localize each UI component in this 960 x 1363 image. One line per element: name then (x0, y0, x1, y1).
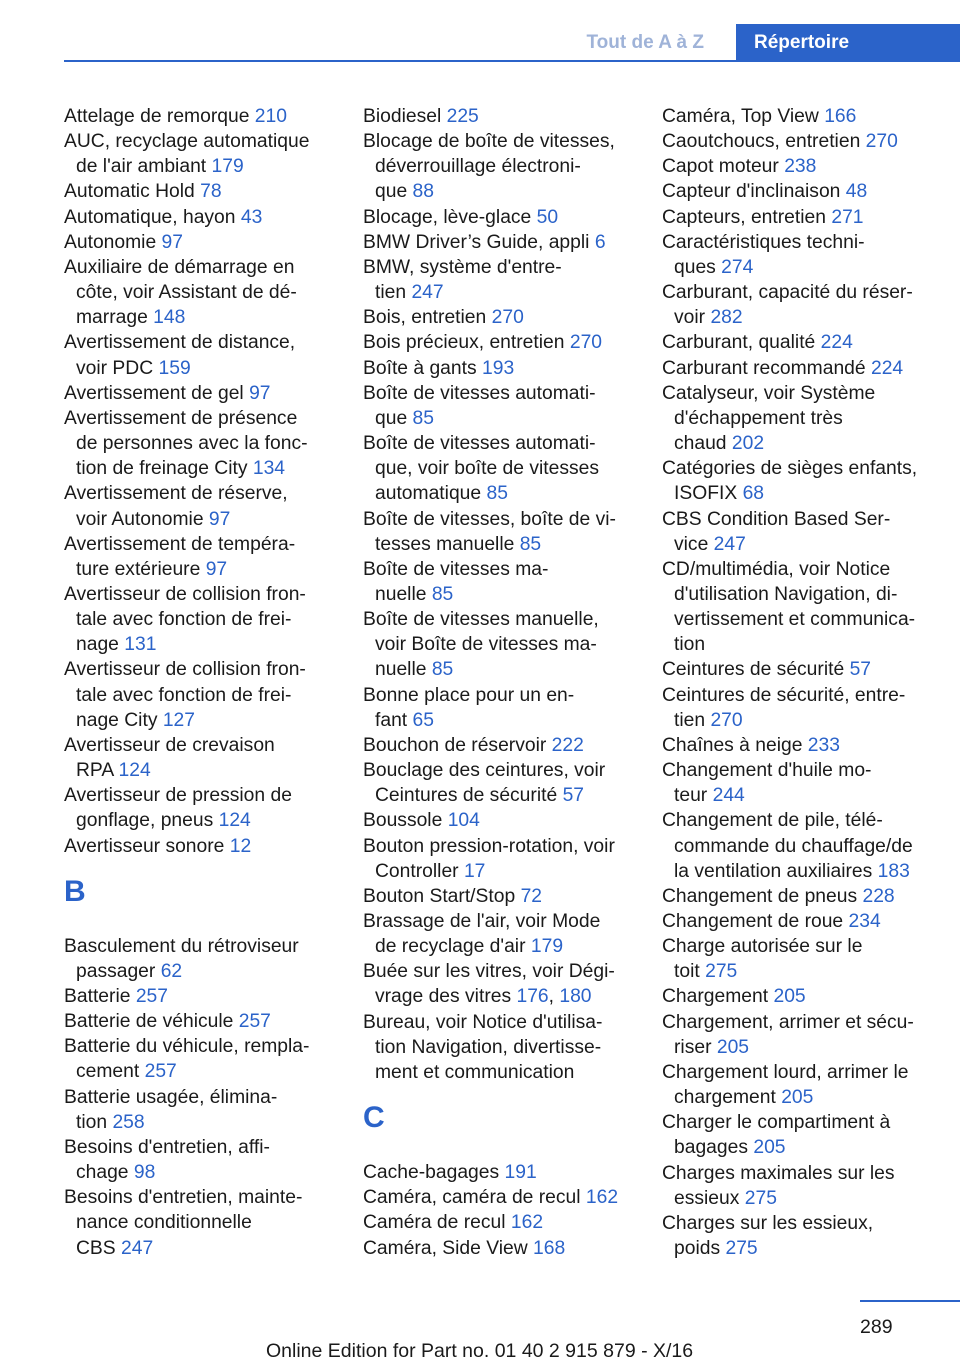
entry-text: d'utilisation Navigation, di- (674, 583, 898, 605)
index-entry (363, 205, 631, 230)
entry-text: tien (375, 282, 407, 304)
page-link[interactable]: 176 (516, 986, 549, 1008)
page-link[interactable]: 275 (725, 1238, 758, 1260)
index-entry (64, 205, 332, 230)
index-entry (662, 381, 932, 456)
index-entry (662, 758, 932, 808)
page-link[interactable]: 282 (710, 307, 743, 329)
edition-note: Online Edition for Part no. 01 40 2 915 879 - X/16 (266, 1340, 694, 1362)
page-link[interactable]: 275 (744, 1187, 777, 1209)
index-entry (363, 909, 631, 959)
page-link[interactable]: 78 (200, 181, 222, 203)
page-link[interactable]: 224 (820, 332, 853, 354)
entry-text: BMW Driver’s Guide, appli (363, 231, 590, 253)
index-entry (363, 1236, 631, 1261)
index-entry (662, 104, 932, 129)
page-link[interactable]: 104 (447, 810, 480, 832)
index-entry (363, 834, 631, 884)
index-entry (662, 179, 932, 204)
entry-text: Boîte de vitesses manuelle, (363, 609, 599, 631)
page-link[interactable]: 168 (533, 1237, 566, 1259)
index-entry (662, 280, 932, 330)
page-link[interactable]: 202 (731, 433, 765, 455)
index-entry (363, 733, 631, 758)
index-entry (662, 205, 932, 230)
entry-text: ques (674, 256, 716, 278)
entry-text: Automatic Hold (64, 181, 195, 203)
entry-text: Avertisseur de crevaison (64, 734, 275, 756)
entry-text: Ceintures de sécurité (375, 785, 558, 807)
page-link[interactable]: 228 (862, 885, 895, 907)
page-link[interactable]: 65 (412, 709, 434, 731)
entry-text: fant (375, 709, 408, 731)
page-link[interactable]: 72 (520, 885, 543, 907)
index-entry (662, 1211, 932, 1261)
page-link[interactable]: 258 (112, 1111, 145, 1133)
entry-text: cement (76, 1061, 140, 1083)
index-entry (363, 808, 631, 833)
page-link[interactable]: 205 (781, 1087, 814, 1109)
index-entry (662, 1161, 932, 1211)
index-entry (64, 1034, 332, 1084)
index-entry (363, 1210, 631, 1235)
entry-text: Ceintures de sécurité (662, 659, 845, 681)
entry-text: Batterie usagée, élimina- (64, 1086, 278, 1108)
entry-text: voir Boîte de vitesses ma- (375, 634, 597, 656)
page-link[interactable]: 127 (162, 709, 195, 731)
entry-text: Biodiesel (363, 106, 442, 127)
page-link[interactable]: 247 (713, 533, 746, 555)
page-link[interactable]: 257 (135, 986, 168, 1007)
entry-text: AUC, recyclage automatique (64, 131, 310, 153)
entry-text: Charges maximales sur les (662, 1162, 895, 1184)
index-entry (64, 984, 332, 1009)
page-link[interactable]: 124 (118, 760, 151, 782)
header-rule (64, 60, 960, 62)
entry-text: que (375, 181, 408, 203)
entry-text: côte, voir Assistant de dé- (76, 282, 297, 304)
entry-text: Boîte de vitesses ma- (363, 558, 549, 580)
entry-text: nuelle (375, 583, 427, 605)
page-link[interactable]: 6 (594, 231, 606, 253)
index-entry (662, 154, 932, 179)
index-entry (363, 104, 631, 129)
entry-text: Buée sur les vitres, voir Dégi- (363, 961, 615, 983)
index-entry (662, 657, 932, 682)
index-entry (662, 733, 932, 758)
index-entry (64, 934, 332, 984)
entry-text: Batterie (64, 986, 131, 1007)
entry-text: gonflage, pneus (76, 810, 214, 832)
index-entry (662, 129, 932, 154)
page-link[interactable]: 17 (463, 860, 486, 882)
entry-text: voir (674, 307, 706, 329)
entry-text: Boîte de vitesses automati- (363, 382, 596, 404)
entry-text: de recyclage d'air (375, 936, 526, 958)
entry-text: Chargement lourd, arrimer le (662, 1061, 909, 1083)
page-link[interactable]: 270 (569, 332, 603, 354)
index-entry (64, 406, 332, 481)
entry-text: Brassage de l'air, voir Mode (363, 911, 601, 932)
page-link[interactable]: 234 (848, 911, 881, 932)
index-entry (662, 808, 932, 883)
page-link[interactable]: 205 (753, 1137, 786, 1159)
entry-text: Cache-bagages (363, 1162, 500, 1184)
entry-text: BMW, système d'entre- (363, 256, 562, 278)
page-link[interactable]: 85 (431, 659, 454, 681)
entry-text: Carburant recommandé (662, 357, 866, 379)
entry-text: Avertissement de tempéra- (64, 533, 296, 555)
entry-text: Caméra de recul (363, 1212, 506, 1234)
index-entry: Buée sur les vitres, voir Dégi- vrage des vitres 176, 180 (363, 961, 615, 1008)
index-entry (662, 1060, 932, 1110)
page-link[interactable]: 271 (831, 206, 864, 228)
entry-text: chaud (674, 433, 727, 455)
page-header (64, 24, 960, 62)
entry-text: de personnes avec la fonc- (76, 433, 308, 455)
entry-text: vrage des vitres (375, 986, 512, 1008)
index-entry (363, 557, 631, 607)
page-link[interactable]: 97 (208, 508, 231, 530)
entry-text: CD/multimédia, voir Notice (662, 558, 891, 580)
page-link[interactable]: 131 (124, 634, 157, 656)
page-link[interactable]: 257 (144, 1061, 177, 1083)
entry-text: toit (674, 961, 700, 983)
index-entry (662, 934, 932, 984)
page-link[interactable]: 162 (510, 1212, 544, 1234)
index-entry (363, 607, 631, 682)
entry-text: Caméra, caméra de recul (363, 1187, 581, 1209)
index-entry (363, 356, 631, 381)
entry-text: chargement (674, 1087, 776, 1109)
entry-text: nage (76, 634, 119, 656)
entry-text: tion de freinage City (76, 458, 248, 480)
entry-text: poids (674, 1238, 721, 1260)
page-link[interactable]: 270 (491, 307, 524, 329)
entry-text: Bouclage des ceintures, voir (363, 760, 606, 782)
entry-text: Avertissement de réserve, (64, 483, 288, 505)
page-link[interactable]: 148 (153, 307, 186, 329)
entry-text: Chargement (662, 986, 769, 1008)
index-entry (363, 683, 631, 733)
index-column-3 (662, 104, 932, 1261)
entry-text: chage (76, 1162, 129, 1184)
index-entry (64, 582, 332, 657)
footer-rule (860, 1300, 960, 1302)
page-link[interactable]: 247 (121, 1237, 154, 1259)
entry-text: vice (674, 533, 709, 555)
page-link[interactable]: 98 (133, 1162, 156, 1184)
entry-text: Avertissement de distance, (64, 332, 296, 354)
entry-text: Carburant, qualité (662, 332, 816, 354)
page-link[interactable]: 62 (160, 960, 183, 982)
entry-text: Charges sur les essieux, (662, 1212, 874, 1234)
entry-text: tesses manuelle (375, 533, 515, 555)
entry-text: Bureau, voir Notice d'utilisa- (363, 1011, 603, 1033)
entry-text: Bois, entretien (363, 307, 487, 329)
page-link[interactable]: 68 (742, 483, 765, 505)
page-link[interactable]: 225 (446, 106, 479, 127)
entry-text: ISOFIX (674, 483, 738, 505)
tab-a-to-z[interactable]: Tout de A à Z (586, 32, 704, 53)
index-entry (662, 330, 932, 355)
entry-text: Besoins d'entretien, mainte- (64, 1187, 303, 1209)
entry-text: Changement d'huile mo- (662, 760, 872, 782)
index-entry (64, 381, 332, 406)
page-link[interactable]: 134 (252, 458, 286, 480)
page-link[interactable]: 162 (585, 1187, 619, 1209)
entry-text: Besoins d'entretien, affi- (64, 1136, 270, 1158)
tab-index[interactable]: Répertoire (736, 24, 960, 62)
entry-text: tion (76, 1111, 108, 1133)
page-link[interactable]: 97 (161, 231, 183, 253)
entry-text: voir Autonomie (76, 508, 204, 530)
page-number: 289 (860, 1316, 893, 1338)
page-link[interactable]: 233 (807, 734, 840, 756)
entry-text: Boîte de vitesses, boîte de vi- (363, 508, 616, 530)
entry-text: Automatique, hayon (64, 206, 236, 228)
index-entry (662, 683, 932, 733)
index-entry (363, 330, 631, 355)
index-entry (363, 255, 631, 305)
entry-text: Blocage de boîte de vitesses, (363, 131, 615, 153)
entry-text: Avertisseur de collision fron- (64, 659, 306, 681)
entry-text: Capot moteur (662, 156, 779, 178)
section-letter: B (64, 874, 86, 908)
entry-text: Changement de pile, télé- (662, 810, 883, 832)
entry-text: Batterie de véhicule (64, 1011, 234, 1033)
entry-text: Attelage de remorque (64, 106, 250, 127)
entry-text: RPA (76, 760, 114, 782)
index-entry (64, 330, 332, 380)
entry-text: tion Navigation, divertisse- (375, 1036, 602, 1058)
index-entry (662, 456, 932, 506)
entry-text: marrage (76, 307, 148, 329)
entry-text: d'échappement très (674, 407, 843, 429)
entry-text: tien (674, 709, 706, 731)
index-entry (363, 305, 631, 330)
entry-text: Bouton Start/Stop (363, 885, 516, 907)
page-link[interactable]: 270 (710, 709, 743, 731)
entry-text: Bonne place pour un en- (363, 684, 575, 706)
index-entry (662, 1110, 932, 1160)
index-entry (662, 984, 932, 1009)
section-letter: C (363, 1101, 385, 1135)
entry-text: Boussole (363, 810, 443, 832)
page-link[interactable]: 191 (504, 1162, 537, 1184)
entry-text: que (375, 407, 408, 429)
page-link[interactable]: 166 (824, 106, 857, 127)
page-link[interactable]: 12 (229, 835, 252, 857)
page-link[interactable]: 97 (205, 558, 228, 580)
entry-text: Caoutchoucs, entretien (662, 131, 861, 153)
entry-text: bagages (674, 1137, 748, 1159)
page-link[interactable]: 210 (254, 106, 287, 127)
entry-text: tale avec fonction de frei- (76, 684, 292, 706)
entry-text: essieux (674, 1187, 740, 1209)
entry-text: Chaînes à neige (662, 734, 803, 756)
index-entry (363, 884, 631, 909)
entry-text: Carburant, capacité du réser- (662, 282, 913, 304)
page-link[interactable]: 50 (536, 206, 559, 228)
page-link[interactable]: 88 (412, 181, 434, 203)
entry-text: déverrouillage électroni- (375, 156, 581, 178)
entry-text: Changement de roue (662, 911, 844, 932)
entry-text: automatique (375, 483, 482, 505)
index-entry (64, 783, 332, 833)
entry-text: Charger le compartiment à (662, 1112, 891, 1134)
entry-text: nuelle (375, 659, 427, 681)
page-link[interactable]: 85 (519, 533, 542, 555)
entry-text: Chargement, arrimer et sécu- (662, 1011, 914, 1033)
index-entry (64, 532, 332, 582)
page-link[interactable]: 124 (218, 810, 251, 832)
index-column-2 (363, 104, 631, 1261)
index-entry (662, 557, 932, 658)
entry-text: Boîte à gants (363, 357, 477, 379)
entry-text: Boîte de vitesses automati- (363, 433, 596, 455)
entry-text: riser (674, 1036, 712, 1058)
page-link[interactable]: 274 (721, 256, 754, 278)
page-link[interactable]: 179 (530, 936, 564, 958)
page-link[interactable]: 270 (865, 131, 898, 153)
page-link[interactable]: 179 (211, 156, 244, 178)
index-entry (662, 1010, 932, 1060)
entry-text: Avertisseur sonore (64, 835, 225, 857)
entry-text: Avertissement de gel (64, 382, 244, 404)
page-link[interactable]: 247 (411, 282, 444, 304)
page-link[interactable]: 238 (784, 156, 817, 178)
page-link[interactable]: 43 (240, 206, 263, 228)
entry-text: Avertissement de présence (64, 407, 298, 429)
index-entry (662, 356, 932, 381)
index-entry (363, 1160, 631, 1185)
index-entry (363, 758, 631, 808)
index-entry (662, 507, 932, 557)
entry-text: ment et communication (375, 1061, 575, 1083)
index-entry (363, 507, 631, 557)
entry-text: ture extérieure (76, 558, 201, 580)
index-entry (363, 1185, 631, 1210)
page-link[interactable]: 48 (845, 181, 868, 203)
page-link[interactable]: 183 (877, 860, 910, 882)
index-entry (662, 884, 932, 909)
page-link[interactable]: 275 (705, 961, 738, 983)
index-entry (64, 104, 332, 129)
entry-text: de l'air ambiant (76, 156, 207, 178)
entry-text: voir PDC (76, 357, 154, 379)
page-link[interactable]: 222 (551, 734, 584, 756)
entry-text: que, voir boîte de vitesses (375, 458, 600, 480)
page-link[interactable]: 257 (238, 1011, 271, 1033)
entry-text: Avertisseur de pression de (64, 785, 292, 807)
entry-text: Changement de pneus (662, 885, 858, 907)
entry-text: Caméra, Side View (363, 1237, 528, 1259)
page-link[interactable]: 159 (158, 357, 191, 379)
index-entry (64, 1135, 332, 1185)
page-link[interactable]: 85 (431, 583, 454, 605)
index-entry (662, 230, 932, 280)
page-link[interactable]: 205 (716, 1036, 750, 1058)
entry-text: Autonomie (64, 231, 157, 253)
page-link[interactable]: 180 (559, 986, 592, 1008)
index-entry (64, 179, 332, 204)
entry-text: Bois précieux, entretien (363, 332, 565, 354)
entry-text: commande du chauffage/de (674, 835, 913, 857)
index-entry (363, 129, 631, 204)
entry-text: Batterie du véhicule, rempla- (64, 1036, 310, 1058)
page-link[interactable]: 97 (249, 382, 271, 404)
index-entry (64, 230, 332, 255)
entry-text: Controller (375, 860, 459, 882)
entry-text: nance conditionnelle (76, 1212, 252, 1234)
entry-text: Bouton pression-rotation, voir (363, 835, 615, 857)
index-entry (64, 733, 332, 783)
entry-text: Avertisseur de collision fron- (64, 583, 306, 605)
entry-text: Blocage, lève-glace (363, 206, 532, 228)
page-link[interactable]: 57 (849, 659, 872, 681)
entry-text: nage City (76, 709, 158, 731)
page-link[interactable]: 224 (870, 357, 904, 379)
entry-text: tion (674, 634, 706, 656)
index-entry (363, 431, 631, 506)
entry-text: la ventilation auxiliaires (674, 860, 873, 882)
page-link[interactable]: 57 (562, 785, 585, 807)
index-entry (64, 834, 332, 859)
entry-text: Bouchon de réservoir (363, 734, 547, 756)
index-entry (64, 129, 332, 179)
entry-text: Catégories de sièges enfants, (662, 458, 918, 480)
index-entry (64, 1185, 332, 1260)
index-entry (64, 255, 332, 330)
page-link[interactable]: 193 (482, 357, 515, 379)
entry-text: Catalyseur, voir Système (662, 382, 876, 404)
entry-text: Ceintures de sécurité, entre- (662, 684, 906, 706)
entry-text: CBS (76, 1237, 116, 1259)
entry-text: passager (76, 960, 156, 982)
entry-text: Capteurs, entretien (662, 206, 826, 228)
page-link[interactable]: 85 (486, 483, 508, 505)
entry-text: Caméra, Top View (662, 106, 819, 127)
index-column-1 (64, 104, 332, 1261)
index-entry (363, 1010, 631, 1085)
index-entry (64, 1009, 332, 1034)
entry-text: Charge autorisée sur le (662, 936, 863, 958)
entry-text: Basculement du rétroviseur (64, 935, 299, 957)
index-entry (64, 1085, 332, 1135)
page-link[interactable]: 85 (412, 407, 434, 429)
entry-text: Auxiliaire de démarrage en (64, 256, 295, 278)
index-entry (64, 481, 332, 531)
entry-text: CBS Condition Based Ser- (662, 508, 891, 530)
entry-text: tale avec fonction de frei- (76, 609, 292, 631)
entry-text: vertissement et communica- (674, 609, 916, 631)
index-entry (64, 657, 332, 732)
entry-text: Capteur d'inclinaison (662, 181, 841, 203)
entry-text: teur (674, 785, 708, 807)
page-link[interactable]: 205 (773, 986, 806, 1008)
page-link[interactable]: 244 (712, 785, 745, 807)
index-entry (363, 381, 631, 431)
entry-text: Caractéristiques techni- (662, 231, 865, 253)
index-entry (662, 909, 932, 934)
index-entry (363, 230, 631, 255)
